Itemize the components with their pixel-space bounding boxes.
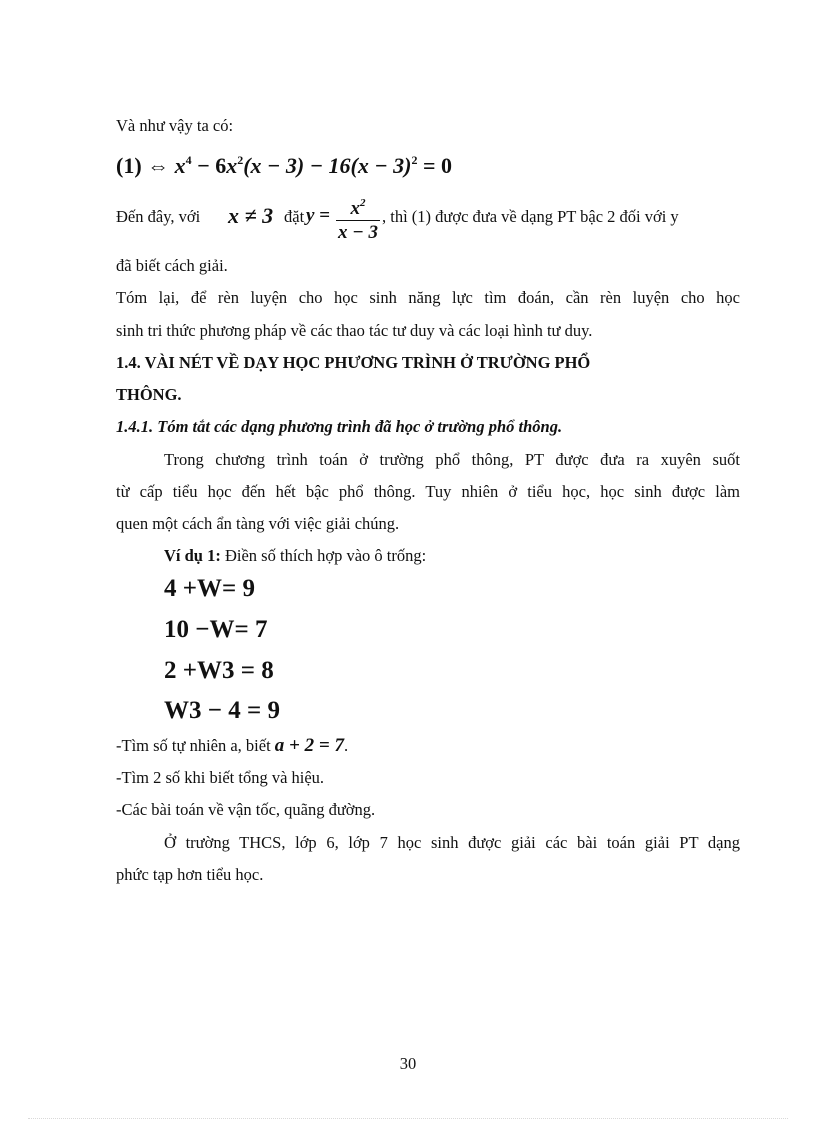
eq-term: x — [226, 153, 238, 178]
numerator-exponent: 2 — [360, 197, 366, 209]
bullet-math: a + 2 = 7 — [274, 735, 344, 756]
equivalence-arrow: ⇔ — [147, 153, 170, 178]
intro-line: Và như vậy ta có: — [116, 116, 234, 135]
bullet-item — [116, 735, 740, 757]
substitution-text: đặt — [284, 207, 305, 226]
eq-term: (x − 3) — [243, 153, 305, 178]
eq-term: − 6 — [197, 153, 227, 178]
paragraph-line: từ cấp tiểu học đến hết bậc phổ thông. Tuy nhiên ở tiểu học, học sinh được làm — [116, 482, 740, 501]
exercise-equation: 4 +W= 9 — [164, 575, 255, 602]
substitution-text: , thì (1) được đưa về dạng PT bậc 2 đối với y — [382, 207, 679, 226]
paragraph-line: Trong chương trình toán ở trường phổ thông, PT được đưa ra xuyên suốt — [164, 450, 740, 469]
exercise-equation: W3 − 4 = 9 — [164, 697, 280, 724]
summary-line: sinh tri thức phương pháp về các thao tác tư duy và các loại hình tư duy. — [116, 321, 593, 340]
eq-label: (1) — [116, 153, 142, 178]
bullet-text: . — [343, 736, 349, 755]
section-heading: 1.4. VÀI NÉT VỀ DẠY HỌC PHƯƠNG TRÌNH Ở TRƯỜNG PHỔ — [116, 353, 591, 372]
paragraph-line: Ở trường THCS, lớp 6, lớp 7 học sinh được giải các bài toán giải PT dạng — [164, 833, 740, 852]
page-bottom-divider — [28, 1118, 788, 1119]
eq-exponent: 2 — [411, 153, 418, 167]
paragraph-line: quen một cách ẩn tàng với việc giải chúng. — [116, 514, 400, 533]
fraction-denominator: x − 3 — [338, 222, 379, 243]
known-method-line: đã biết cách giải. — [116, 256, 228, 275]
eq-exponent: 2 — [237, 153, 244, 167]
condition-math: x ≠ 3 — [228, 203, 274, 228]
equation-1 — [116, 145, 740, 181]
example-text: Điền số thích hợp vào ô trống: — [220, 546, 427, 565]
bullet-text: -Tìm số tự nhiên a, biết — [116, 736, 275, 755]
fraction-math — [336, 192, 380, 245]
summary-line: Tóm lại, để rèn luyện cho học sinh năng lực tìm đoán, cần rèn luyện cho học — [116, 288, 740, 307]
eq-exponent: 4 — [185, 153, 192, 167]
numerator-base: x — [350, 198, 360, 219]
fraction-numerator — [336, 192, 380, 221]
exercise-equation: 10 −W= 7 — [164, 616, 268, 643]
bullet-item: -Các bài toán về vận tốc, quãng đường. — [116, 800, 376, 819]
eq-term: x — [174, 153, 186, 178]
eq-term: − 16(x − 3) — [309, 153, 412, 178]
page-number: 30 — [399, 1054, 417, 1073]
subsection-heading: 1.4.1. Tóm tắt các dạng phương trình đã học ở trường phổ thông. — [116, 417, 563, 436]
paragraph-line: phức tạp hơn tiểu học. — [116, 865, 264, 884]
example-line — [164, 545, 740, 567]
eq-rhs: = 0 — [423, 153, 453, 178]
substitution-text: Đến đây, với — [116, 207, 201, 226]
bullet-item: -Tìm 2 số khi biết tổng và hiệu. — [116, 768, 325, 787]
exercise-equation: 2 +W3 = 8 — [164, 657, 274, 684]
y-equals-math: y = — [306, 205, 331, 226]
section-heading: THÔNG. — [116, 385, 182, 404]
example-label: Ví dụ 1: — [164, 546, 221, 565]
